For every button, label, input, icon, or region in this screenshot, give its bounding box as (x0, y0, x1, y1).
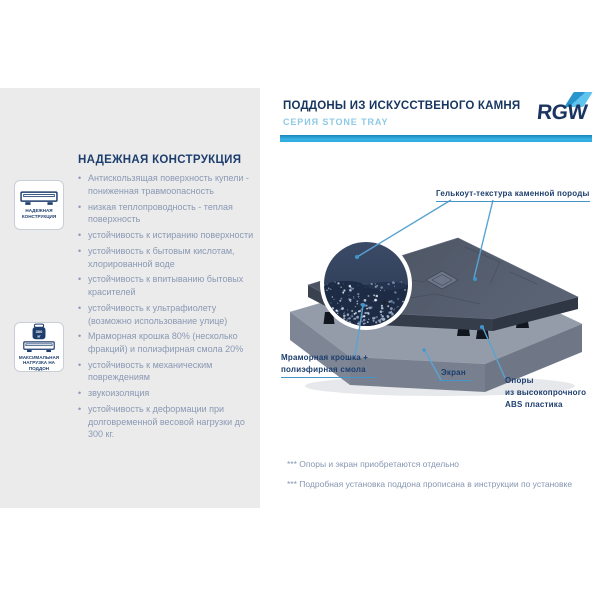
weight-value-text: 300 (35, 328, 43, 334)
feature-item: • Мраморная крошка 80% (несколько фракций) и полиэфирная смола 20% (78, 330, 260, 356)
surface-features-list (78, 172, 260, 330)
feature-item: • устойчивость к механическим повреждениям (78, 359, 260, 385)
weight-on-tray-icon (21, 323, 57, 353)
supports-callout (505, 375, 586, 411)
supports-label-line3: ABS пластика (505, 400, 563, 409)
supports-label-line2: из высокопрочного (505, 388, 587, 397)
screen-label: Экран (439, 367, 471, 381)
accent-divider-bar (280, 135, 592, 142)
logo-text: RGW (535, 101, 589, 124)
reliable-construction-badge (14, 180, 64, 230)
marble-label-line2: полиэфирная смола (281, 364, 376, 378)
tray-profile-icon (20, 191, 58, 206)
badge-label-line1: НАДЕЖНАЯ (25, 208, 53, 213)
gelcoat-label: Гелькоут-текстура каменной породы (436, 188, 590, 202)
feature-item: • устойчивость к истиранию поверхности (78, 229, 260, 242)
series-subtitle: СЕРИЯ STONE TRAY (283, 117, 389, 127)
page-title: ПОДДОНЫ ИЗ ИСКУССТВЕНОГО КАМНЯ (283, 100, 521, 112)
feature-item: • устойчивость к бытовым кислотам, хлорированной воде (78, 245, 260, 271)
feature-item: • устойчивость к ультрафиолету (возможно использование улице) (78, 302, 260, 328)
feature-item: • устойчивость к деформации при долговременной весовой нагрузки до 300 кг. (78, 403, 260, 441)
zoom-plus-icon: + (381, 296, 389, 310)
marble-label-line1: Мраморная крошка + (281, 353, 369, 362)
supports-label-line1: Опоры (505, 376, 534, 385)
feature-item: • звукоизоляция (78, 387, 260, 400)
badge-label-line2: НАГРУЗКА НА ПОДДОН (22, 360, 55, 371)
badge-label-line2: КОНСТРУКЦИЯ (21, 213, 57, 219)
features-heading: НАДЕЖНАЯ КОНСТРУКЦИЯ (78, 153, 242, 166)
feature-item: • низкая теплопроводность - теплая поверхность (78, 201, 260, 227)
footnote-item: *** Подробная установка поддона прописана в инструкции по установке (287, 479, 573, 490)
material-features-list (78, 330, 260, 444)
max-load-badge (14, 322, 64, 372)
gelcoat-callout (436, 188, 590, 202)
marble-callout (281, 352, 376, 378)
rgw-logo (537, 92, 595, 130)
feature-item: • Антискользящая поверхность купели - пониженная травмоопасность (78, 172, 260, 198)
badge-label-line1: МАКСИМАЛЬНАЯ (18, 354, 60, 360)
footnote-item: *** Опоры и экран приобретаются отдельно (287, 459, 460, 469)
weight-unit-text: кг (37, 334, 41, 339)
screen-callout (439, 367, 471, 381)
features-panel (0, 88, 260, 508)
feature-item: • устойчивость к впитыванию бытовых красителей (78, 273, 260, 299)
footnotes (287, 459, 572, 499)
